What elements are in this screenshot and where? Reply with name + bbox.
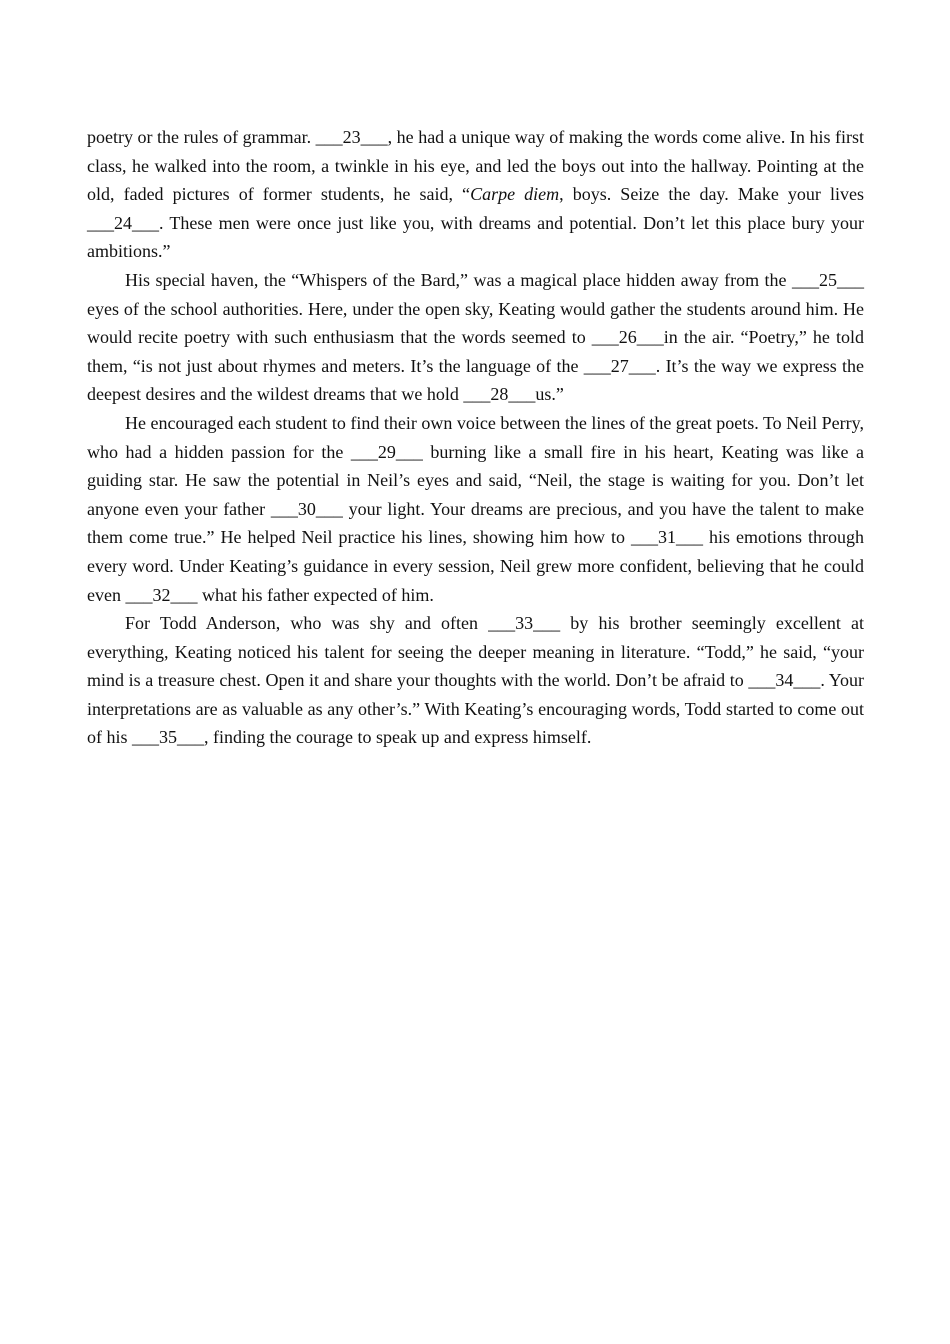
paragraph-2: His special haven, the “Whispers of the Bard,” was a magical place hidden away from the ___25___ eyes of the school authorities. Here, under the open sky, Keating would gather the students around him. He would recite poetry with such enthusiasm that the words seemed to ___26___in the air. “Poetry,” he told them, “is not just about rhymes and meters. It’s the language of the ___27___. It’s the way we express the deepest desires and the wildest dreams that we hold ___28___us.”: [87, 269, 864, 405]
document-page: [87, 123, 864, 752]
paragraph-1-text-a: poetry or the rules of grammar. ___23___, he had a unique way of making the words come alive. In his first class, he walked into the room, a twinkle in his eye, and led the boys out into the hallway. Pointing at the old, faded pictures of former students, he said, “: [87, 127, 864, 205]
paragraph-4: For Todd Anderson, who was shy and often ___33___ by his brother seemingly excellent at everything, Keating noticed his talent for seeing the deeper meaning in literature. “Todd,” he said, “your mind is a treasure chest. Open it and share your thoughts with the world. Don’t be afraid to ___34___. Your interpretations are as valuable as any other’s.” With Keating’s encouraging words, Todd started to come out of his ___35___, finding the courage to speak up and express himself.: [87, 613, 864, 748]
paragraph-1-italic-phrase: Carpe diem: [470, 184, 560, 205]
paragraph-1: [87, 123, 864, 266]
paragraph-1-text-b: , boys. Seize the day. Make your lives ___24___. These men were once just like you, with dreams and potential. Don’t let this place bury your ambitions.”: [87, 184, 864, 262]
paragraph-3: He encouraged each student to find their own voice between the lines of the great poets. To Neil Perry, who had a hidden passion for the ___29___ burning like a small fire in his heart, Keating was like a guiding star. He saw the potential in Neil’s eyes and said, “Neil, the stage is waiting for you. Don’t let anyone even your father ___30___ your light. Your dreams are precious, and you have the talent to make them come true.” He helped Neil practice his lines, showing him how to ___31___ his emotions through every word. Under Keating’s guidance in every session, Neil grew more confident, believing that he could even ___32___ what his father expected of him.: [87, 412, 864, 605]
